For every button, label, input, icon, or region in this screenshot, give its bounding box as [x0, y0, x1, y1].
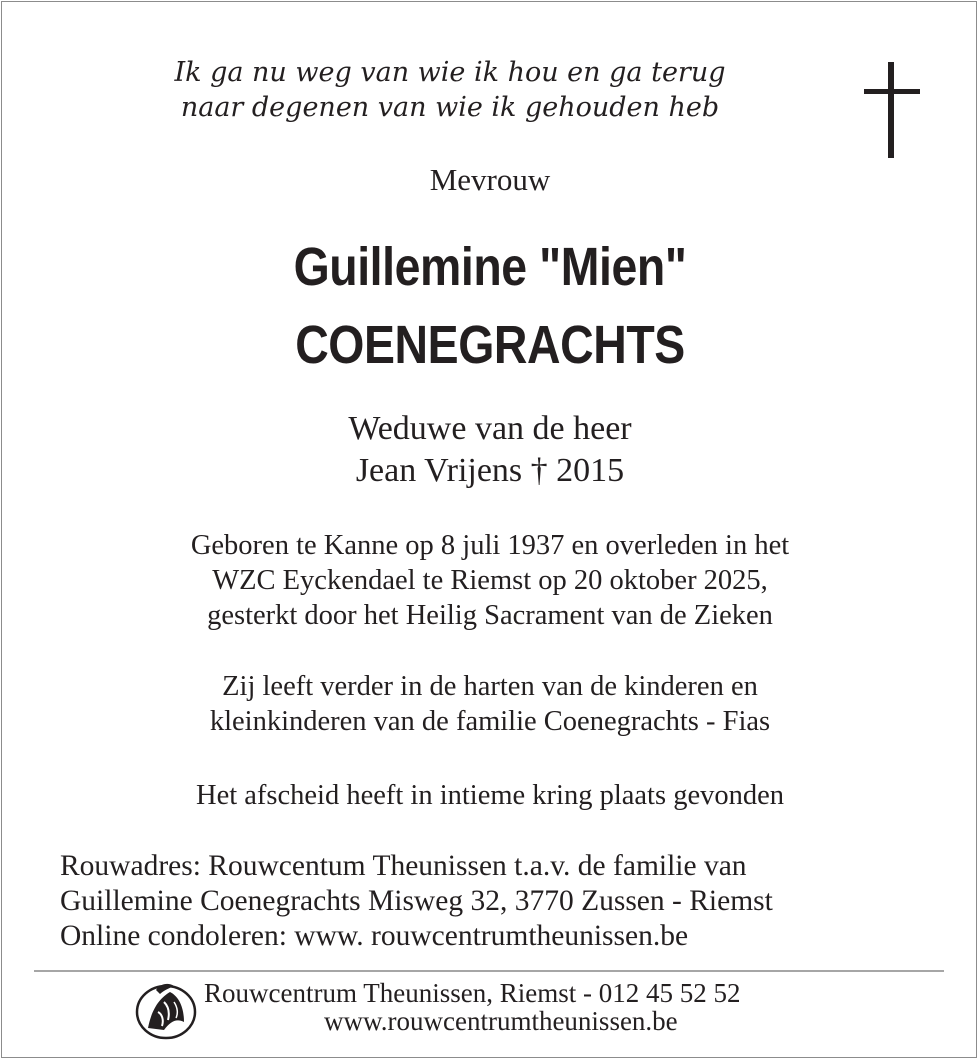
footer-contact: Rouwcentrum Theunissen, Riemst - 012 45 52 52 [204, 978, 741, 1008]
address-line-2: Guillemine Coenegrachts Misweg 32, 3770 Zussen - Riemst [60, 885, 773, 917]
spouse-line-2: Jean Vrijens † 2015 [355, 452, 625, 489]
footer-website: www.rouwcentrumtheunissen.be [324, 1006, 678, 1036]
family-line-2: kleinkinderen van de familie Coenegrachts - Fias [209, 706, 771, 737]
funeral-home-logo-icon [134, 978, 198, 1040]
salutation: Mevrouw [429, 162, 551, 197]
deceased-surname: COENEGRACHTS [295, 315, 685, 375]
address-line-3: Online condoleren: www. rouwcentrumtheunissen.be [60, 920, 689, 952]
footer-divider [34, 970, 944, 972]
poem-line-2: naar degenen van wie ik gehouden heb [180, 92, 720, 123]
family-line-1: Zij leeft verder in de harten van de kinderen en [222, 671, 758, 702]
deceased-first-name: Guillemine "Mien" [293, 237, 687, 297]
farewell-text: Het afscheid heeft in intieme kring plaats gevonden [195, 780, 784, 811]
life-line-2: WZC Eyckendael te Riemst op 20 oktober 2025, [212, 565, 768, 596]
address-line-1: Rouwadres: Rouwcentum Theunissen t.a.v. de familie van [60, 850, 747, 882]
poem-line-1: Ik ga nu weg van wie ik hou en ga terug [174, 57, 726, 88]
spouse-line-1: Weduwe van de heer [348, 410, 632, 447]
life-line-1: Geboren te Kanne op 8 juli 1937 en overleden in het [190, 530, 790, 561]
life-line-3: gesterkt door het Heilig Sacrament van de Zieken [207, 600, 773, 631]
